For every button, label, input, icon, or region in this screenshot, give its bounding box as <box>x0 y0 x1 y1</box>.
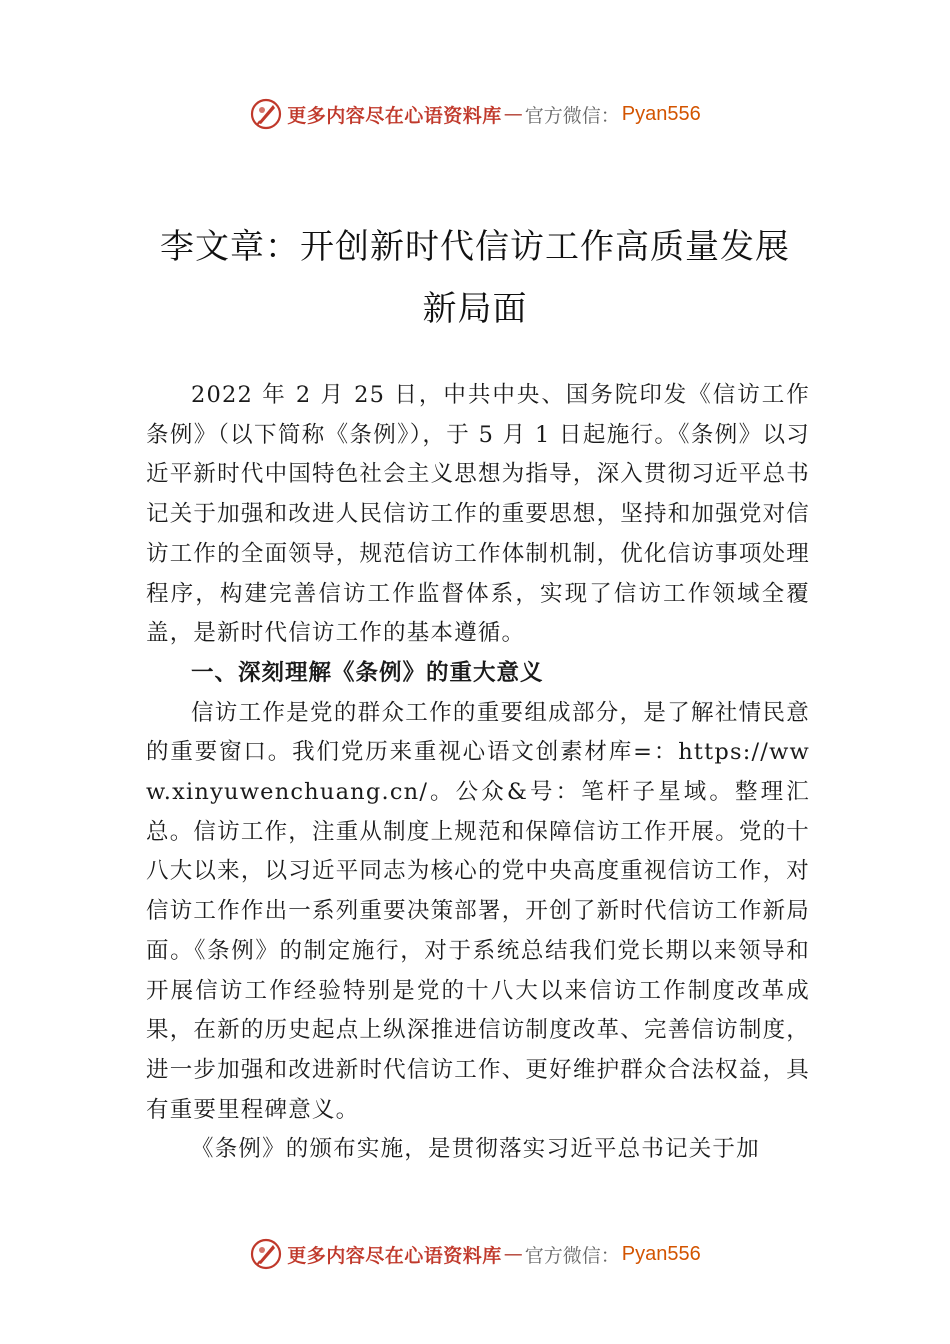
quill-logo-icon <box>249 1237 283 1271</box>
title-line-1: 李文章：开创新时代信访工作高质量发展 <box>160 227 790 267</box>
banner-separator: — <box>503 103 523 125</box>
banner-main-text: 更多内容尽在心语资料库 <box>287 104 502 127</box>
paragraph-3: 《条例》的颁布实施，是贯彻落实习近平总书记关于加 <box>191 1136 760 1163</box>
banner-main-text: 更多内容尽在心语资料库 <box>287 1244 502 1267</box>
banner-wechat-id: Pyan556 <box>621 102 701 125</box>
bottom-watermark-banner <box>0 1234 950 1274</box>
banner-wechat-label: 官方微信： <box>524 104 620 127</box>
section-heading-1: 一、深刻理解《条例》的重大意义 <box>191 659 544 686</box>
top-watermark-banner <box>0 94 950 134</box>
paragraph-1: 2022 年 2 月 25 日，中共中央、国务院印发《信访工作条例》（以下简称《条例》），于 5 月 1 日起施行。《条例》以习近平新时代中国特色社会主义思想为指导，深入贯彻习近平总书记关于加强和改进人民信访工作的重要思想，坚持和加强党对信访工作的全面领导，规范信访工作体制机制，优化信访事项处理程序，构建完善信访工作监督体系，实现了信访工作领域全覆盖，是新时代信访工作的基本遵循。 <box>146 382 810 647</box>
document-title <box>120 216 830 340</box>
banner-wechat-id: Pyan556 <box>621 1242 701 1265</box>
paragraph-2: 信访工作是党的群众工作的重要组成部分，是了解社情民意的重要窗口。我们党历来重视心语文创素材库=：https://www.xinyuwenchuang.cn/。公众&号：笔杆子星域。整理汇总。信访工作，注重从制度上规范和保障信访工作开展。党的十八大以来，以习近平同志为核心的党中央高度重视信访工作，对信访工作作出一系列重要决策部署，开创了新时代信访工作新局面。《条例》的制定施行，对于系统总结我们党长期以来领导和开展信访工作经验特别是党的十八大以来信访工作制度改革成果，在新的历史起点上纵深推进信访制度改革、完善信访制度，进一步加强和改进新时代信访工作、更好维护群众合法权益，具有重要里程碑意义。 <box>146 699 810 1123</box>
banner-separator: — <box>503 1243 523 1265</box>
banner-wechat-label: 官方微信： <box>524 1244 620 1267</box>
title-line-2: 新局面 <box>422 289 528 329</box>
quill-logo-icon <box>249 97 283 131</box>
document-body <box>146 376 810 1170</box>
